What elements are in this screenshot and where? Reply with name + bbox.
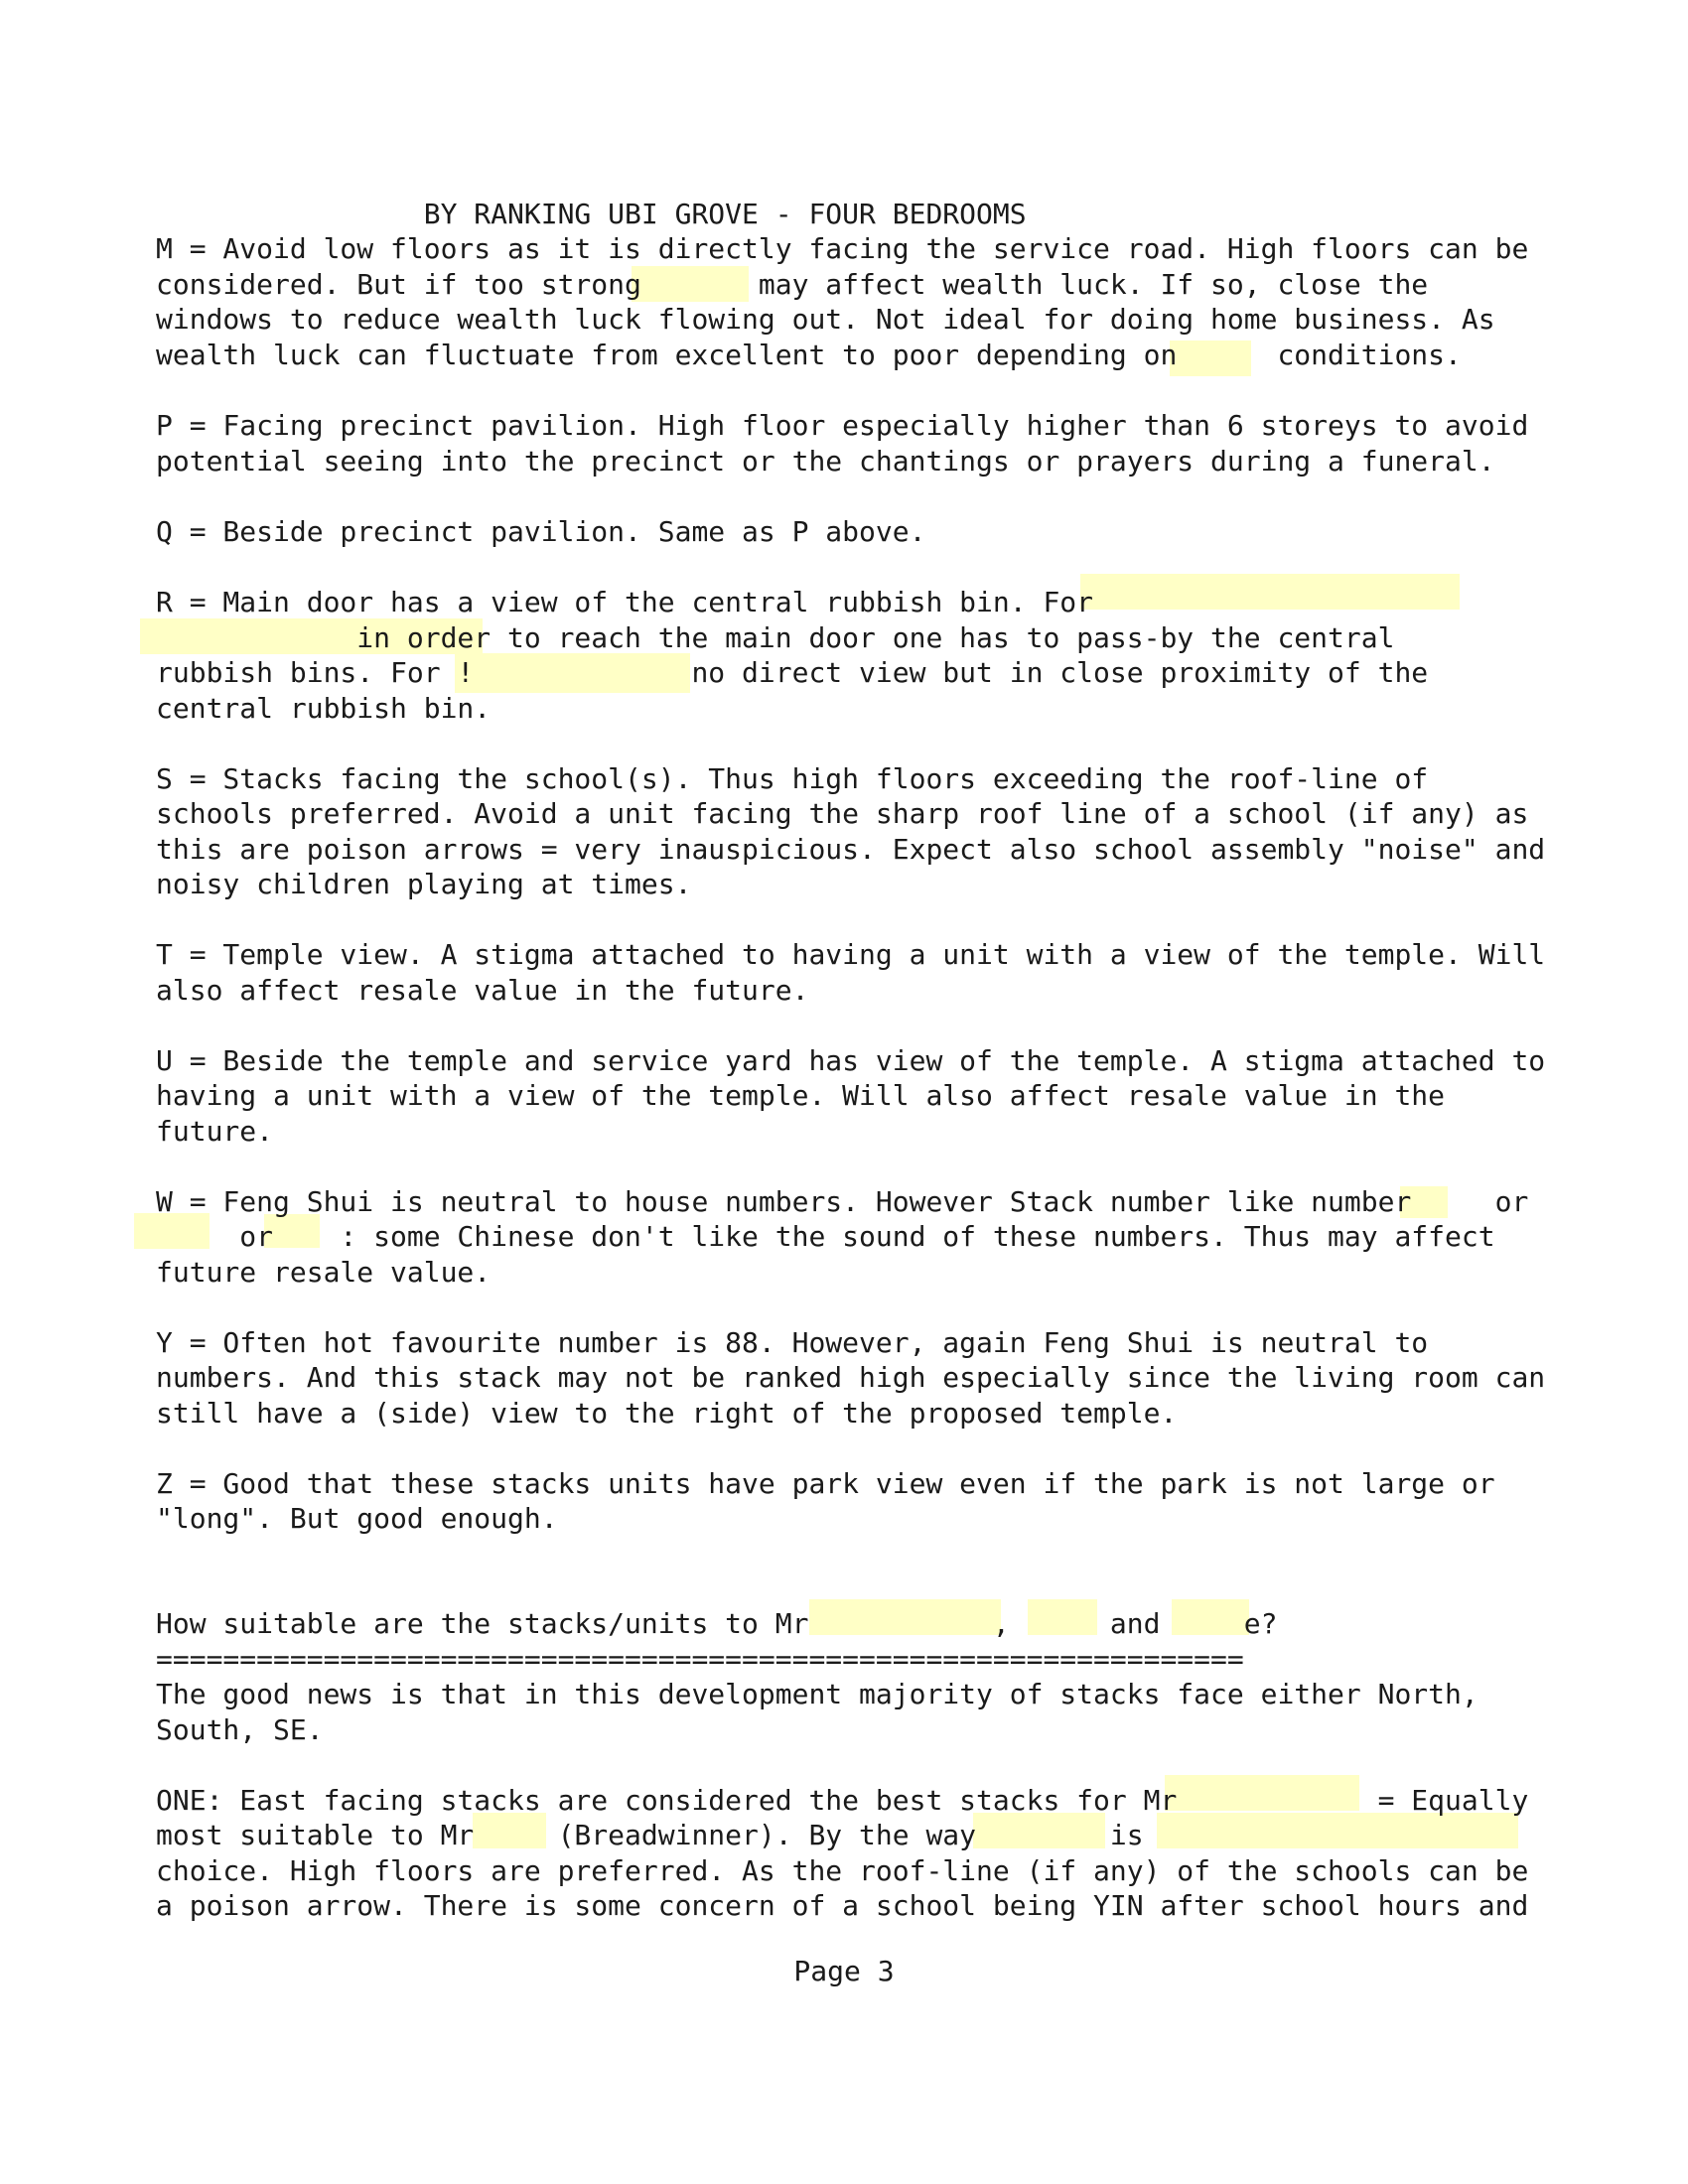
redaction-highlight xyxy=(1080,574,1460,610)
text-line: S = Stacks facing the school(s). Thus high floors exceeding the roof-line of xyxy=(156,762,1429,795)
text-line: future. xyxy=(156,1115,274,1148)
text-line: ONE: East facing stacks are considered the best stacks for Mr = Equally xyxy=(156,1784,1529,1817)
text-line: noisy children playing at times. xyxy=(156,868,692,900)
text-line: central rubbish bin. xyxy=(156,692,492,725)
text-line: potential seeing into the precinct or the chantings or prayers during a funeral. xyxy=(156,445,1495,478)
text-line: in order to reach the main door one has to pass-by the central xyxy=(156,621,1395,654)
text-line: a poison arrow. There is some concern of a school being YIN after school hours and xyxy=(156,1889,1529,1922)
text-line: The good news is that in this development majority of stacks face either North, xyxy=(156,1678,1478,1710)
text-line: schools preferred. Avoid a unit facing the sharp roof line of a school (if any) as xyxy=(156,797,1529,830)
text-line: having a unit with a view of the temple. Will also affect resale value in the xyxy=(156,1079,1446,1112)
text-line: still have a (side) view to the right of the proposed temple. xyxy=(156,1397,1178,1430)
text-line: U = Beside the temple and service yard has view of the temple. A stigma attached to xyxy=(156,1044,1546,1077)
text-line: Z = Good that these stacks units have park view even if the park is not large or xyxy=(156,1467,1495,1500)
text-line: windows to reduce wealth luck flowing out. Not ideal for doing home business. As xyxy=(156,303,1495,336)
text-line: R = Main door has a view of the central rubbish bin. For xyxy=(156,586,1094,618)
text-line: ================================================================= xyxy=(156,1643,1244,1676)
page-number: Page 3 xyxy=(793,1955,895,1987)
document-title: BY RANKING UBI GROVE - FOUR BEDROOMS xyxy=(156,198,1027,230)
text-line: this are poison arrows = very inauspicious. Expect also school assembly "noise" and xyxy=(156,833,1546,866)
text-line: T = Temple view. A stigma attached to having a unit with a view of the temple. Will xyxy=(156,938,1546,971)
text-line: P = Facing precinct pavilion. High floor especially higher than 6 storeys to avoid xyxy=(156,409,1529,442)
text-line: also affect resale value in the future. xyxy=(156,974,809,1007)
text-line: choice. High floors are preferred. As the roof-line (if any) of the schools can be xyxy=(156,1854,1529,1887)
text-line: rubbish bins. For ! no direct view but in close proximity of the xyxy=(156,656,1429,689)
text-line: numbers. And this stack may not be ranked high especially since the living room can xyxy=(156,1361,1546,1394)
text-line: considered. But if too strong may affect wealth luck. If so, close the xyxy=(156,268,1429,301)
text-line: How suitable are the stacks/units to Mr , and e? xyxy=(156,1607,1278,1640)
text-line: W = Feng Shui is neutral to house numbers. However Stack number like number or xyxy=(156,1185,1529,1218)
text-line: Y = Often hot favourite number is 88. However, again Feng Shui is neutral to xyxy=(156,1326,1429,1359)
text-line: M = Avoid low floors as it is directly facing the service road. High floors can be xyxy=(156,232,1529,265)
text-line: wealth luck can fluctuate from excellent to poor depending on conditions. xyxy=(156,339,1462,371)
text-line: most suitable to Mr (Breadwinner). By the way is xyxy=(156,1819,1144,1851)
text-line: future resale value. xyxy=(156,1256,492,1289)
text-line: or : some Chinese don't like the sound of these numbers. Thus may affect xyxy=(156,1220,1495,1253)
text-line: South, SE. xyxy=(156,1713,324,1746)
text-line: Q = Beside precinct pavilion. Same as P above. xyxy=(156,515,926,548)
text-line: "long". But good enough. xyxy=(156,1502,558,1535)
